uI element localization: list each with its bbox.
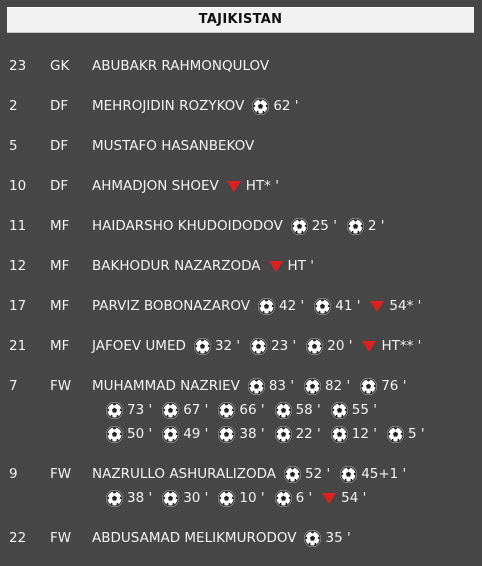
goal-event	[347, 218, 385, 235]
goal-event	[306, 338, 352, 355]
player-position: DF	[50, 138, 69, 154]
goal-event	[340, 466, 406, 483]
shirt-number: 2	[9, 98, 18, 114]
goal-event	[218, 402, 264, 419]
player-details	[92, 132, 262, 160]
shirt-number: 9	[9, 466, 18, 482]
player-name: BAKHODUR NAZARZODA	[92, 258, 261, 274]
event-line	[92, 484, 416, 512]
event-minute: 73 '	[127, 402, 153, 418]
player-position: DF	[50, 98, 69, 114]
event-minute: HT '	[287, 258, 314, 274]
goal-event	[331, 426, 377, 443]
player-position: FW	[50, 378, 72, 394]
goal-event	[106, 426, 152, 443]
soccer-ball-icon	[106, 426, 123, 443]
event-minute: HT** '	[381, 338, 422, 354]
soccer-ball-icon	[347, 218, 364, 235]
goal-event	[331, 402, 377, 419]
player-details	[92, 372, 435, 448]
soccer-ball-icon	[331, 402, 348, 419]
soccer-ball-icon	[218, 490, 235, 507]
player-position: FW	[50, 466, 72, 482]
shirt-number: 23	[9, 58, 27, 74]
event-minute: 25 '	[311, 218, 337, 234]
goal-event	[291, 218, 337, 235]
event-minute: 50 '	[127, 426, 153, 442]
substitution-off-icon	[227, 181, 241, 192]
event-minute: 20 '	[327, 338, 353, 354]
soccer-ball-icon	[275, 402, 292, 419]
event-minute: 58 '	[295, 402, 321, 418]
player-position: GK	[50, 58, 70, 74]
event-minute: 66 '	[239, 402, 265, 418]
substitution-off-icon	[269, 261, 283, 272]
shirt-number: 7	[9, 378, 18, 394]
player-position: MF	[50, 338, 70, 354]
soccer-ball-icon	[331, 426, 348, 443]
soccer-ball-icon	[387, 426, 404, 443]
goal-event	[275, 490, 313, 507]
player-details	[92, 252, 324, 280]
event-minute: 12 '	[351, 426, 377, 442]
event-minute: 41 '	[335, 298, 361, 314]
goal-event	[387, 426, 425, 443]
event-minute: 76 '	[381, 378, 407, 394]
event-minute: 67 '	[183, 402, 209, 418]
goal-event	[304, 530, 350, 547]
event-minute: 54* '	[389, 298, 422, 314]
player-details	[92, 52, 277, 80]
goal-event	[284, 466, 330, 483]
soccer-ball-icon	[106, 402, 123, 419]
soccer-ball-icon	[340, 466, 357, 483]
player-name: PARVIZ BOBONAZAROV	[92, 298, 251, 314]
event-line	[92, 132, 262, 160]
soccer-ball-icon	[284, 466, 301, 483]
soccer-ball-icon	[275, 490, 292, 507]
player-details	[92, 92, 309, 120]
soccer-ball-icon	[248, 378, 265, 395]
goal-event	[218, 490, 264, 507]
event-minute: 82 '	[325, 378, 351, 394]
event-minute: 23 '	[271, 338, 297, 354]
player-position: MF	[50, 258, 70, 274]
event-minute: 49 '	[183, 426, 209, 442]
shirt-number: 10	[9, 178, 27, 194]
player-name: MEHROJIDIN ROZYKOV	[92, 98, 245, 114]
shirt-number: 22	[9, 530, 27, 546]
player-position: FW	[50, 530, 72, 546]
goal-event	[258, 298, 304, 315]
goal-event	[194, 338, 240, 355]
player-details	[92, 172, 289, 200]
event-minute: 42 '	[279, 298, 305, 314]
goal-event	[162, 426, 208, 443]
soccer-ball-icon	[162, 490, 179, 507]
event-line	[92, 172, 289, 200]
substitution-off-icon	[362, 341, 376, 352]
event-line	[92, 52, 277, 80]
event-minute: 52 '	[305, 466, 331, 482]
event-minute: 30 '	[183, 490, 209, 506]
player-details	[92, 212, 395, 240]
event-minute: 32 '	[214, 338, 241, 354]
event-minute: 35 '	[325, 530, 351, 546]
event-line	[92, 212, 395, 240]
goal-event	[304, 378, 350, 395]
shirt-number: 12	[9, 258, 27, 274]
event-minute: 6 '	[295, 490, 313, 506]
player-name: MUHAMMAD NAZRIEV	[92, 378, 240, 394]
soccer-ball-icon	[304, 530, 321, 547]
player-name: HAIDARSHO KHUDOIDODOV	[92, 218, 283, 234]
player-name: AHMADJON SHOEV	[92, 178, 219, 194]
event-minute: 38 '	[127, 490, 153, 506]
event-minute: 10 '	[239, 490, 265, 506]
event-minute: 55 '	[351, 402, 377, 418]
soccer-ball-icon	[252, 98, 269, 115]
event-minute: 62 '	[273, 98, 299, 114]
player-name: MUSTAFO HASANBEKOV	[92, 138, 255, 154]
shirt-number: 11	[9, 218, 27, 234]
soccer-ball-icon	[306, 338, 323, 355]
soccer-ball-icon	[218, 426, 235, 443]
soccer-ball-icon	[291, 218, 308, 235]
event-line	[92, 332, 431, 360]
event-minute: 2 '	[367, 218, 385, 234]
soccer-ball-icon	[258, 298, 275, 315]
player-details	[92, 332, 431, 360]
substitution-event	[322, 490, 366, 506]
event-minute: 54 '	[341, 490, 367, 506]
goal-event	[106, 490, 152, 507]
goal-event	[250, 338, 296, 355]
substitution-off-icon	[322, 493, 336, 504]
substitution-event	[362, 338, 421, 354]
event-line	[92, 420, 435, 448]
event-line	[92, 92, 309, 120]
soccer-ball-icon	[162, 402, 179, 419]
shirt-number: 17	[9, 298, 27, 314]
event-minute: 5 '	[407, 426, 425, 442]
player-name: JAFOEV UMED	[92, 338, 186, 354]
event-line	[92, 252, 324, 280]
player-details	[92, 292, 431, 320]
soccer-ball-icon	[106, 490, 123, 507]
substitution-event	[227, 178, 279, 194]
event-minute: HT* '	[245, 178, 279, 194]
soccer-ball-icon	[218, 402, 235, 419]
substitution-event	[370, 298, 421, 314]
goal-event	[275, 426, 321, 443]
soccer-ball-icon	[250, 338, 267, 355]
soccer-ball-icon	[194, 338, 211, 355]
player-details	[92, 460, 416, 512]
player-name: ABUBAKR RAHMONQULOV	[92, 58, 270, 74]
goal-event	[106, 402, 152, 419]
soccer-ball-icon	[275, 426, 292, 443]
player-name: ABDUSAMAD MELIKMURODOV	[92, 530, 297, 546]
goal-event	[314, 298, 360, 315]
substitution-event	[269, 258, 314, 274]
goal-event	[275, 402, 321, 419]
soccer-ball-icon	[314, 298, 331, 315]
goal-event	[360, 378, 406, 395]
event-line	[92, 524, 361, 552]
player-name: NAZRULLO ASHURALIZODA	[92, 466, 276, 482]
player-position: MF	[50, 218, 70, 234]
goal-event	[252, 98, 298, 115]
team-header: TAJIKISTAN	[7, 7, 474, 33]
soccer-ball-icon	[304, 378, 321, 395]
substitution-off-icon	[370, 301, 384, 312]
event-minute: 45+1 '	[361, 466, 407, 482]
player-position: MF	[50, 298, 70, 314]
event-minute: 83 '	[268, 378, 295, 394]
soccer-ball-icon	[360, 378, 377, 395]
goal-event	[162, 490, 208, 507]
event-minute: 38 '	[239, 426, 265, 442]
soccer-ball-icon	[162, 426, 179, 443]
event-line	[92, 292, 431, 320]
shirt-number: 5	[9, 138, 18, 154]
goal-event	[248, 378, 294, 395]
player-details	[92, 524, 361, 552]
goal-event	[162, 402, 208, 419]
goal-event	[218, 426, 264, 443]
event-minute: 22 '	[295, 426, 321, 442]
shirt-number: 21	[9, 338, 27, 354]
player-position: DF	[50, 178, 69, 194]
